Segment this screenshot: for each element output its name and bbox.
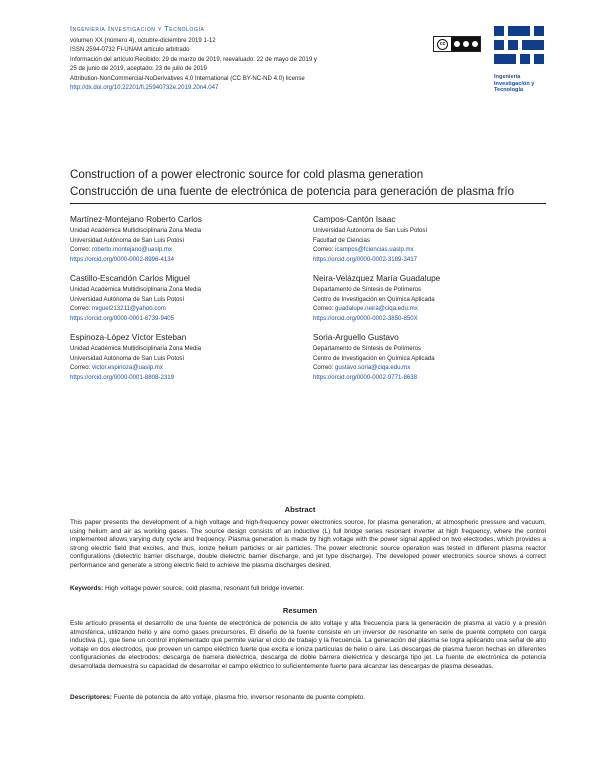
author-email[interactable]: miguel213211@yahoo.com	[92, 305, 166, 312]
author-name: Campos-Cantón Isaac	[313, 214, 396, 224]
author-affiliation: Unidad Académica Multidisciplinaria Zona Media	[70, 227, 202, 234]
email-label: Correo:	[313, 246, 336, 253]
email-label: Correo:	[313, 305, 336, 312]
journal-logo-icon	[492, 24, 546, 70]
article-metadata	[70, 36, 400, 92]
author-affiliation: Unidad Académica Multidisciplinaria Zona Media	[70, 286, 202, 293]
license-line: Attribution-NonCommercial-NoDerivatives 4.0 International (CC BY-NC-ND 4.0) license	[70, 74, 305, 82]
accepted-line: 25 de junio de 2019, aceptado: 23 de julio de 2019	[70, 65, 207, 73]
abstract-keywords	[70, 585, 546, 594]
nc-icon	[463, 41, 469, 47]
author-orcid[interactable]: https://orcid.org/0000-0002-9771-8638	[313, 373, 418, 381]
author-block	[70, 273, 310, 323]
author-affiliation: Unidad Académica Multidisciplinaria Zona Media	[70, 345, 202, 352]
descriptores-label: Descriptores:	[70, 694, 112, 701]
author-email[interactable]: icampos@fciencias.uaslp.mx	[335, 246, 414, 253]
cc-icon: cc	[437, 39, 448, 50]
email-label: Correo:	[70, 305, 93, 312]
author-block	[70, 214, 310, 264]
author-email[interactable]: roberto.montejano@uaslp.mx	[92, 246, 173, 253]
author-orcid[interactable]: https://orcid.org/0000-0001-8808-2319	[70, 373, 175, 381]
author-name: Espinoza-López Víctor Esteban	[70, 332, 187, 342]
resumen-heading: Resumen	[282, 606, 318, 615]
title-spanish: Construcción de una fuente de electrónica de potencia para generación de plasma frío	[70, 185, 515, 198]
author-name: Neira-Velázquez María Guadalupe	[313, 273, 441, 283]
author-name: Soria-Arguello Gustavo	[313, 332, 399, 342]
resumen-text: Este artículo presenta el desarrollo de una fuente de electrónica de potencia de alto voltaje y alta frecuencia para la generación de plasma al vacío y a presión atmosférica, utilizando helio y aire como gases precursores. El diseño de la fuente consiste en un inversor de resonante en serie de puente completo con carga inductiva (L), que tiene un control implementado que permite variar el ciclo de trabajo y la frecuencia. La generación del plasma se logra aplicando una señal de alto voltaje en dos electrodos, que proveen un campo eléctrico fuerte que excita e ioniza partículas de helio o aire. Las descargas de plasma fueron hechas en diferentes configuraciones de electrodos: descarga de barrera dieléctrica, descarga de doble barrera dieléctrica y descarga tipo jet. La fuente de electrónica de potencia desarrollada demuestra su capacidad de desarrollar el campo eléctrico lo suficientemente fuerte para alcanzar las descargas de plasma deseadas.	[70, 620, 546, 670]
author-block	[313, 214, 553, 264]
logo-text	[494, 74, 534, 94]
issn-line: ISSN 2594-0732 FI-UNAM artículo arbitrado	[70, 46, 190, 54]
author-block	[313, 332, 553, 382]
email-label: Correo:	[70, 246, 93, 253]
logo-text-line: Ingeniería	[494, 74, 521, 80]
keywords-text: High voltage power source, cold plasma, resonant full bridge inverter.	[105, 585, 305, 592]
abstract-heading: Abstract	[284, 505, 316, 514]
author-affiliation: Universidad Autónoma de San Luis Potosí	[70, 236, 185, 244]
author-name: Martínez-Montejano Roberto Carlos	[70, 214, 202, 224]
author-name: Castillo-Escandón Carlos Miguel	[70, 273, 190, 283]
nd-icon	[472, 41, 478, 47]
volume-line: volumen XX (número 4), octubre-diciembre 2019 1-12	[70, 37, 216, 44]
author-block	[70, 332, 310, 382]
resumen-keywords	[70, 694, 546, 703]
author-orcid[interactable]: https://orcid.org/0000-0002-3850-850X	[313, 314, 418, 322]
author-orcid[interactable]: https://orcid.org/0000-0002-8996-4134	[70, 255, 175, 263]
author-affiliation: Universidad Autónoma de San Luis Potosí	[313, 227, 428, 234]
author-email[interactable]: victor.espinoza@uaslp.mx	[92, 364, 163, 371]
author-affiliation: Centro de Investigación en Química Aplicada	[313, 354, 435, 362]
author-affiliation: Centro de Investigación en Química Aplicada	[313, 295, 435, 303]
descriptores-text: Fuente de potencia de alto voltaje, plasma frío, inversor resonante de puente completo.	[113, 694, 366, 701]
journal-name: Ingeniería Investigación y Tecnología	[70, 26, 205, 33]
author-email[interactable]: gustavo.soria@ciqa.edu.mx	[335, 364, 411, 371]
logo-text-line: Tecnología	[494, 87, 524, 94]
title-divider	[70, 203, 546, 204]
author-affiliation: Universidad Autónoma de San Luis Potosí	[70, 295, 185, 303]
author-orcid[interactable]: https://orcid.org/0000-0001-6739-9405	[70, 314, 175, 322]
received-line: Información del artículo:Recibido: 29 de marzo de 2019, reevaluado: 22 de mayo de 2019 y	[70, 55, 317, 63]
email-label: Correo:	[313, 364, 336, 371]
author-block	[313, 273, 553, 323]
author-email[interactable]: guadalupe.neira@ciqa.edu.mx	[335, 305, 418, 312]
email-label: Correo:	[70, 364, 93, 371]
title-english: Construction of a power electronic source for cold plasma generation	[70, 168, 424, 181]
logo-text-line: Investigación y	[494, 80, 535, 87]
keywords-label: Keywords:	[70, 585, 104, 592]
author-orcid[interactable]: https://orcid.org/0000-0002-3189-3417	[313, 255, 418, 263]
author-affiliation: Departamento de Síntesis de Polímeros	[313, 286, 422, 293]
by-icon	[454, 41, 460, 47]
author-affiliation: Universidad Autónoma de San Luis Potosí	[70, 354, 185, 362]
doi-link[interactable]: http://dx.doi.org/10.22201/fi.25940732e.2019.20n4.047	[70, 84, 219, 92]
author-affiliation: Facultad de Ciencias	[313, 236, 370, 244]
cc-license-badge[interactable]	[433, 36, 481, 52]
author-affiliation: Departamento de Síntesis de Polímeros	[313, 345, 422, 352]
abstract-text: This paper presents the development of a high voltage and high-frequency power electronics source, for plasma generation, at atmospheric pressure and vacuum, using helium and air as working gases. The source design consists of an inductive (L) full bridge series resonant inverter at high frequency, where the control implemented allows varying duty cycle and frequency. Plasma generation is made by high voltage with the power signal applied on two electrodes, which provides a strong electric field that excites, and thus, ionize helium particles or air particles. The power electronic source operation was tested in different plasma reactor configurations (dielectric barrier discharge, double dielectric barrier discharge, and jet type discharge). The developed power electronics source shows a correct performance and generate a strong electric field to achieve the plasma discharges desired.	[70, 519, 546, 569]
